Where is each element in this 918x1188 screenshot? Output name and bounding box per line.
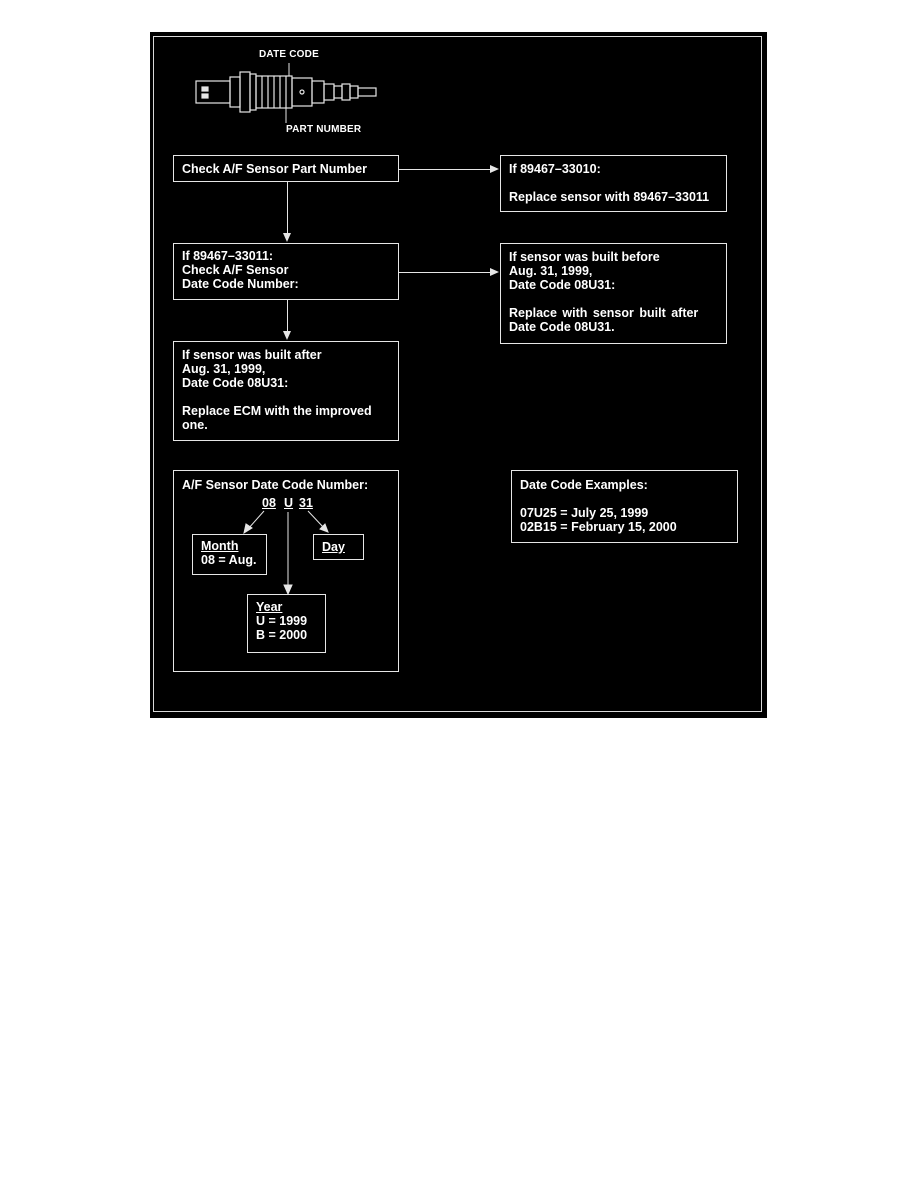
day-box [313, 534, 364, 560]
month-title: Month [201, 539, 239, 553]
connector-line [399, 272, 491, 273]
example-1: 07U25 = July 25, 1999 [520, 506, 649, 520]
connector-line [287, 300, 288, 332]
date-code-number-box [173, 470, 399, 672]
arrow-down-icon [283, 233, 291, 242]
built-before-action-date: Date Code 08U31. [509, 320, 615, 334]
built-after-line1: If sensor was built after [182, 348, 322, 362]
old-part-action: Replace sensor with 89467–33011 [509, 190, 710, 204]
part-number-label: PART NUMBER [286, 124, 362, 135]
oxygen-sensor-drawing [196, 72, 376, 112]
year-box [247, 594, 326, 653]
built-after-action: Replace ECM with the improved [182, 404, 372, 418]
example-2: 02B15 = February 15, 2000 [520, 520, 677, 534]
arrow-right-icon [490, 268, 499, 276]
date-code-day-part: 31 [299, 496, 313, 510]
connector-line [287, 182, 288, 234]
new-part-number-box [173, 243, 399, 300]
built-before-line3: Date Code 08U31: [509, 278, 616, 292]
date-code-year-part: U [284, 496, 294, 510]
built-after-line2: Aug. 31, 1999, [182, 362, 266, 376]
built-before-box [500, 243, 727, 344]
new-part-condition: If 89467–33011: [182, 249, 274, 263]
date-code-label: DATE CODE [259, 49, 319, 60]
built-before-line2: Aug. 31, 1999, [509, 264, 593, 278]
diagram-figure [150, 32, 767, 718]
arrow-down-icon [283, 331, 291, 340]
old-part-number-box [500, 155, 727, 212]
built-before-line1: If sensor was built before [509, 250, 660, 264]
date-code-examples-box [511, 470, 738, 543]
date-code-month-part: 08 [262, 496, 276, 510]
connector-line [399, 169, 491, 170]
check-part-number-label: Check A/F Sensor Part Number [182, 162, 368, 176]
arrow-right-icon [490, 165, 499, 173]
year-title: Year [256, 600, 283, 614]
built-before-action: Replace with sensor built after [509, 306, 699, 320]
month-value: 08 = Aug. [201, 553, 257, 567]
built-after-line3: Date Code 08U31: [182, 376, 289, 390]
built-after-action-end: one. [182, 418, 208, 432]
built-after-box [173, 341, 399, 441]
month-box [192, 534, 267, 575]
new-part-action-line2: Date Code Number: [182, 277, 299, 291]
date-code-number-title: A/F Sensor Date Code Number: [182, 478, 369, 492]
day-title: Day [322, 540, 345, 554]
check-part-number-box [173, 155, 399, 182]
examples-title: Date Code Examples: [520, 478, 648, 492]
year-value-2000: B = 2000 [256, 628, 308, 642]
year-value-1999: U = 1999 [256, 614, 308, 628]
new-part-action-line1: Check A/F Sensor [182, 263, 289, 277]
old-part-condition: If 89467–33010: [509, 162, 601, 176]
